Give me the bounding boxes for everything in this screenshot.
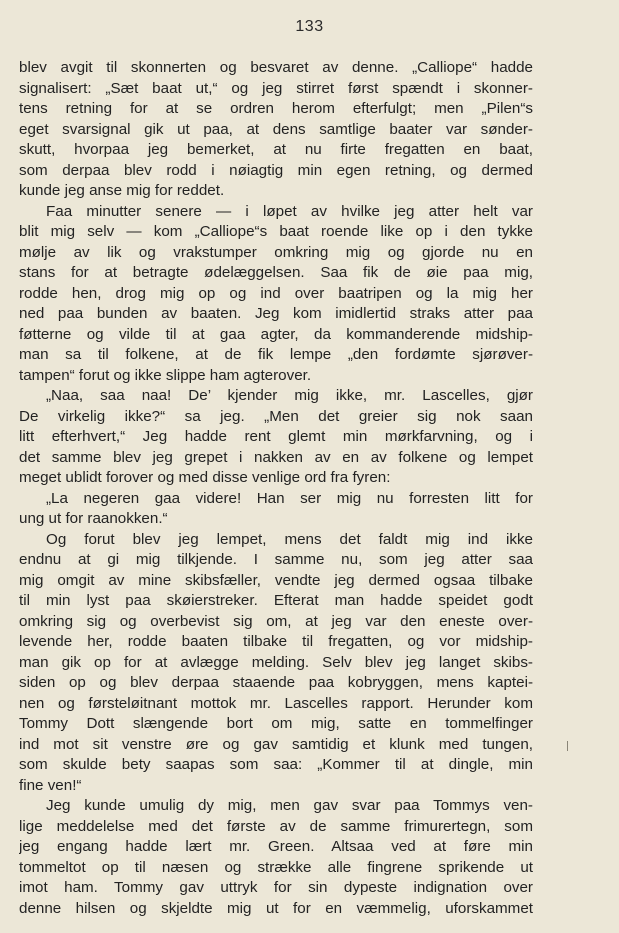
text-line: meget ublidt forover og med disse venlige ord fra fyren: <box>19 469 391 486</box>
text-line: „Naa, saa naa! De’ kjender mig ikke, mr. Lascelles, gjør <box>46 387 533 404</box>
text-line: føtterne og vilde til at gaa agter, da kommanderende midship- <box>19 325 533 343</box>
text-line: lige meddelelse med det første av de samme frimurertegn, som <box>19 817 533 835</box>
text-line: stans for at betragte ødelæggelsen. Saa fik de øie paa mig, <box>19 264 533 281</box>
text-line: Tommy Dott slængende bort om mig, satte en tommelfinger <box>19 715 533 732</box>
text-line: Jeg kunde umulig dy mig, men gav svar paa Tommys ven- <box>46 797 533 814</box>
text-line: tampen“ forut og ikke slippe ham agterover. <box>19 366 312 384</box>
text-line: til min lyst paa skøierstreker. Efterat man hadde speidet godt <box>19 592 533 609</box>
text-line: man sa til folkene, at de fik lempe „den fordømte sjørøver- <box>19 346 533 363</box>
text-line: eget svarsignal gik ut paa, at dens samtlige baater var sønder- <box>19 120 533 138</box>
text-line: blev avgit til skonnerten og besvaret av denne. „Calliope“ hadde <box>19 59 533 76</box>
text-line: omkring sig og overbevist sig om, at jeg var den eneste over- <box>19 612 533 630</box>
text-line: ind mot sit venstre øre og gav samtidig et klunk med tungen, <box>19 735 533 753</box>
text-line: „La negeren gaa videre! Han ser mig nu forresten litt for <box>46 489 533 507</box>
text-line: jeg engang hadde lært mr. Green. Altsaa ved at føre min <box>19 838 533 855</box>
text-line: som derpaa blev rodd i nøiagtig min egen retning, og dermed <box>19 161 533 179</box>
text-line: rodde hen, drog mig op og ind over baatripen og la mig her <box>19 284 533 302</box>
text-line: denne hilsen og skjeldte mig ut for en væmmelig, uforskammet <box>19 899 533 917</box>
text-line: imot ham. Tommy gav uttryk for sin dypeste indignation over <box>19 879 533 896</box>
text-line: tens retning for at se ordren herom efterfulgt; men „Pilen“s <box>19 100 533 117</box>
text-line: ned paa bunden av baaten. Jeg kom imidlertid straks atter paa <box>19 305 533 322</box>
text-line: mølje av lik og vrakstumper omkring mig og gjorde nu en <box>19 243 533 261</box>
text-line: endnu at gi mig tilkjende. I samme nu, som jeg atter saa <box>19 551 533 568</box>
text-line: som skulde bety saapas som saa: „Kommer til at dingle, min <box>19 756 533 773</box>
text-line: siden op og blev derpaa staaende paa kobryggen, mens kaptei- <box>19 674 533 691</box>
text-line: blit mig selv — kom „Calliope“s baat roende like op i den tykke <box>19 223 533 240</box>
text-line: det samme blev jeg grepet i nakken av en av folkene og lempet <box>19 448 533 466</box>
text-line: kunde jeg anse mig for reddet. <box>19 182 225 199</box>
text-line: man gik op for at avlægge melding. Selv blev jeg langet skibs- <box>19 653 533 671</box>
margin-mark <box>567 741 568 751</box>
text-line: litt efterhvert,“ Jeg hadde rent glemt min mørkfarvning, og i <box>19 428 533 445</box>
text-line: Faa minutter senere — i løpet av hvilke jeg atter helt var <box>46 202 533 220</box>
text-line: mig omgit av mine skibsfæller, vendte jeg dermed ogsaa tilbake <box>19 571 533 589</box>
text-line: skutt, hvorpaa jeg bemerket, at nu firte fregatten en baat, <box>19 141 533 158</box>
text-line: fine ven!“ <box>19 776 82 794</box>
text-line: De virkelig ikke?“ sa jeg. „Men det greier sig nok saan <box>19 407 533 425</box>
body-text <box>19 58 533 919</box>
text-line: levende her, rodde baaten tilbake til fregatten, og vor midship- <box>19 633 533 650</box>
page-number: 133 <box>295 18 324 35</box>
text-line: Og forut blev jeg lempet, mens det faldt mig ind ikke <box>46 530 533 548</box>
text-line: ung ut for raanokken.“ <box>19 510 168 527</box>
text-line: tommeltot op til næsen og strække alle fingrene sprikende ut <box>19 858 533 876</box>
text-line: signalisert: „Sæt baat ut,“ og jeg stirret først spændt i skonner- <box>19 79 533 97</box>
text-line: nen og førsteløitnant mottok mr. Lascelles rapport. Herunder kom <box>19 694 533 712</box>
